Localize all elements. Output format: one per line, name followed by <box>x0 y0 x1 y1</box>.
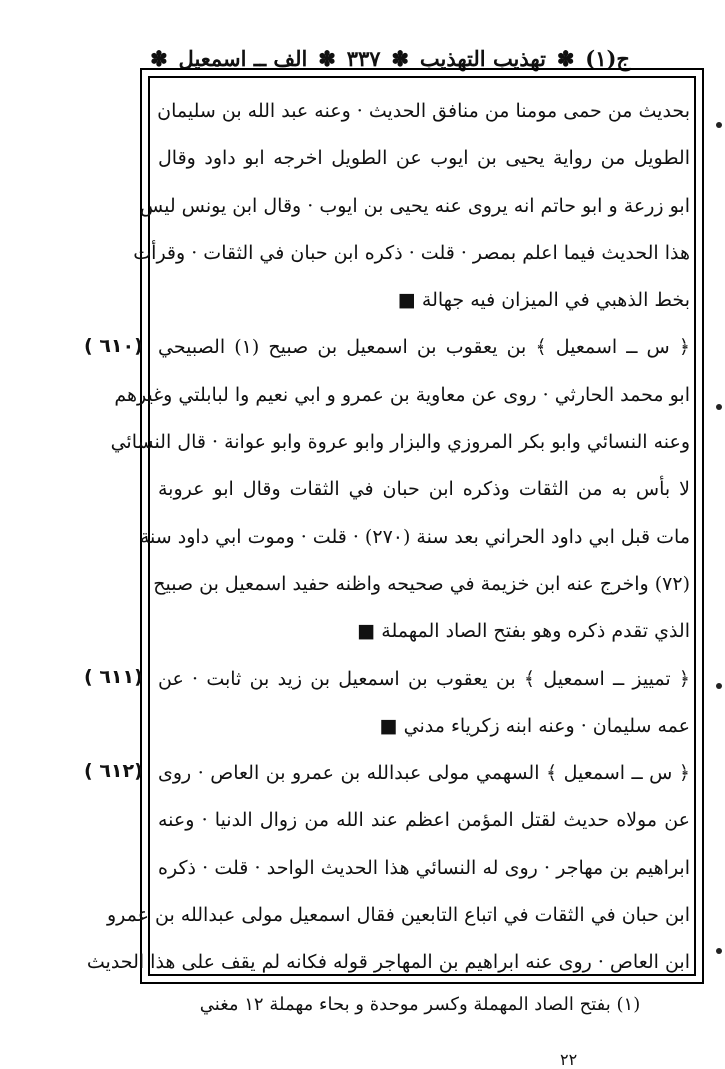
page-bottom-number: ٢٢ <box>560 1050 578 1069</box>
text-line: ابو محمد الحارثي · روى عن معاوية بن عمرو و ابي نعيم وا لبابلتي وغيرهم <box>114 383 690 406</box>
text-line: وعنه النسائي وابو بكر المروزي والبزار وابو عروة وابو عوانة · قال النسائي <box>110 431 690 454</box>
scan-mark <box>716 683 722 689</box>
text-line: عمه سليمان · وعنه ابنه زكرياء مدني ■ <box>379 714 690 737</box>
header-ornament: ✽ <box>391 45 410 71</box>
scan-mark <box>716 404 722 410</box>
header-section: الف ــ اسمعيل <box>178 45 308 71</box>
entry-number: ( ٦١٢) <box>84 760 143 783</box>
text-line: لا بأس به من الثقات وذكره ابن حبان في الثقات وقال ابو عروبة <box>158 478 690 501</box>
text-line: ابو زرعة و ابو حاتم انه يروى عنه يحيى بن ايوب · وقال ابن يونس ليس <box>139 194 690 217</box>
header-ornament: ✽ <box>556 45 575 71</box>
header-ornament: ✽ <box>318 45 336 71</box>
text-line: بحديث من حمى مومنا من منافق الحديث · وعنه عبد الله بن سليمان <box>157 100 690 122</box>
text-line: ﴿ تمييز ــ اسمعيل ﴾ بن يعقوب بن اسمعيل بن زيد بن ثابت · عن <box>158 667 690 690</box>
scan-mark <box>716 122 722 128</box>
text-line: بخط الذهبي في الميزان فيه جهالة ■ <box>397 289 690 312</box>
text-line: ﴿ س ــ اسمعيل ﴾ بن يعقوب بن اسمعيل بن صبيح (١) الصبيحي <box>158 336 690 359</box>
header-book-title: تهذيب التهذيب <box>419 45 546 71</box>
text-line: ﴿ س ــ اسمعيل ﴾ السهمي مولى عبدالله بن عمرو بن العاص · روى <box>158 762 690 785</box>
text-line: (٧٢) واخرج عنه ابن خزيمة في صحيحه واظنه حفيد اسمعيل بن صبيح <box>153 572 690 595</box>
text-line: ابراهيم بن مهاجر · روى له النسائي هذا الحديث الواحد · قلت · ذكره <box>158 856 690 879</box>
header-page-number: ٣٣٧ <box>346 45 381 71</box>
footnote: (١) بفتح الصاد المهملة وكسر موحدة و بحاء مهملة ١٢ مغني <box>199 994 641 1015</box>
text-line: ابن العاص · روى عنه ابراهيم بن المهاجر قوله فكانه لم يقف على هذا الحديث <box>86 951 690 974</box>
text-line: عن مولاه حديث لقتل المؤمن اعظم عند الله من زوال الدنيا · وعنه <box>158 809 690 832</box>
text-line: ابن حبان في الثقات في اتباع التابعين فقال اسمعيل مولى عبدالله بن عمرو <box>106 904 690 927</box>
text-line: الطويل من رواية يحيى بن ايوب عن الطويل اخرجه ابو داود وقال <box>158 147 690 170</box>
entry-number: ( ٦١١) <box>84 665 143 688</box>
text-line: هذا الحديث فيما اعلم بمصر · قلت · ذكره ابن حبان في الثقات · وقرأت <box>133 241 690 264</box>
scan-mark <box>716 948 722 954</box>
header-ornament: ✽ <box>150 45 168 71</box>
text-line: الذي تقدم ذكره وهو بفتح الصاد المهملة ■ <box>357 620 690 643</box>
entry-number: ( ٦١٠) <box>84 334 143 357</box>
header-volume: ج(١) <box>585 45 630 71</box>
text-line: مات قبل ابي داود الحراني بعد سنة (٢٧٠) · قلت · وموت ابي داود سنة <box>139 525 690 548</box>
